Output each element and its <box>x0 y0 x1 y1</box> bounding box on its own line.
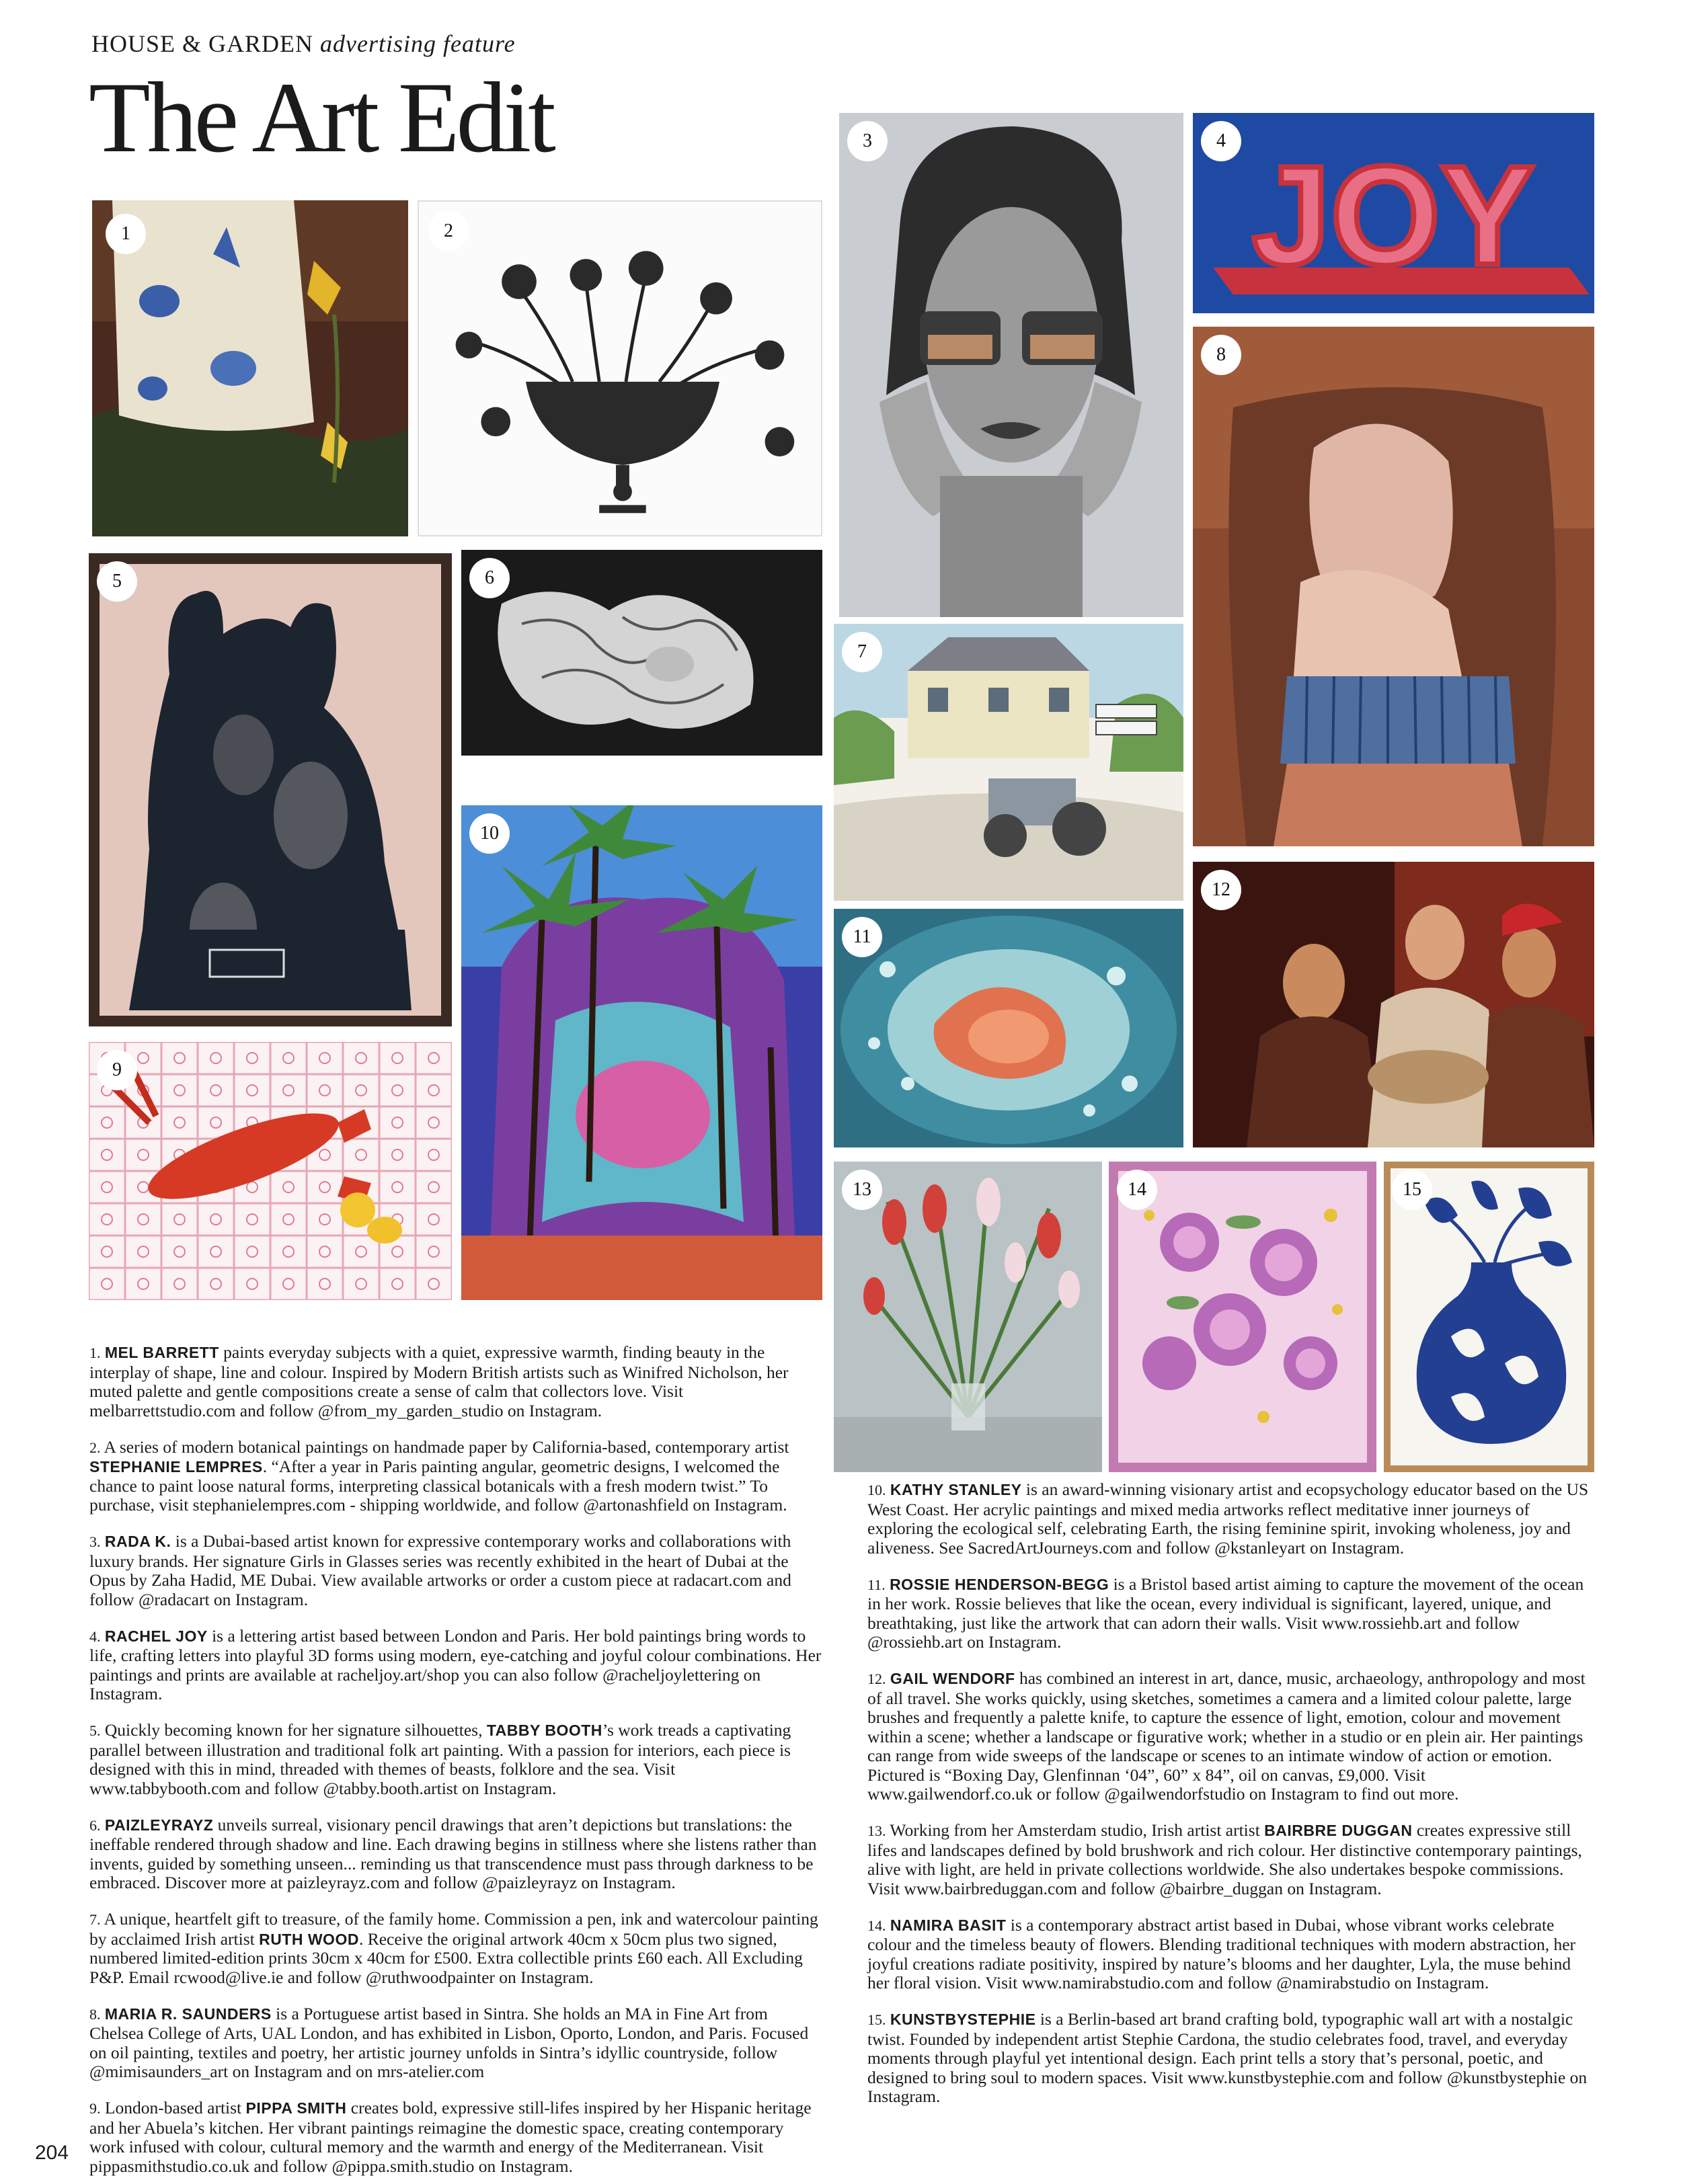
entry-number: 14. <box>867 1916 886 1934</box>
entry-text: paints everyday subjects with a quiet, expressive warmth, finding beauty in the interplay of shape, line and colour. Inspired by Modern British artists such as Winifred Nicholson, her muted palette and gentle compositions create a sense of calm that collectors love. Visit melbarrettstudio.com and follow @from_my_garden_studio on Instagram. <box>89 1342 789 1420</box>
entry-number: 15. <box>867 2011 886 2028</box>
entry-12 <box>867 1669 1594 1804</box>
entry-text: is a Dubai-based artist known for expressive contemporary works and collaborations with luxury brands. Her signature Girls in Glasses series was recently exhibited in the heart of Dubai at the Opus by Zaha Hadid, ME Dubai. View available artworks or order a custom piece at radacart.com and follow @radacart on Instagram. <box>89 1531 791 1609</box>
artwork-4-lettering: JOY <box>1251 136 1535 294</box>
entry-text: creates expressive still lifes and landscapes defined by bold brushwork and rich colour. Her distinctive contemporary paintings, alive with light, are held in private collections worldwide. She also undertakes bespoke commissions. Visit www.bairbreduggan.com and follow @bairbre_duggan on Instagram. <box>867 1820 1582 1898</box>
artwork-4 <box>1193 113 1594 313</box>
artwork-4-image <box>1193 113 1594 313</box>
entry-text: . Receive the original artwork 40cm x 50cm plus two signed, numbered limited-edition prints 30cm x 40cm for £500. Extra collectible prints £60 each. All Excluding P&P. Email rcwood@live.ie and follow @ruthwoodpainter on Instagram. <box>89 1929 803 1987</box>
masthead <box>91 30 516 58</box>
artwork-5 <box>89 553 452 1026</box>
entry-text: is a lettering artist based between London and Paris. Her bold paintings bring words to life, crafting letters into playful 3D forms using modern, eye-catching and joyful colour combinations. Her paintings and prints are available at racheljoy.art/shop you can also follow @racheljoylettering on Instagram. <box>89 1625 822 1703</box>
entry-number: 6. <box>89 1816 101 1834</box>
artwork-7-image <box>834 624 1183 901</box>
artist-name: ROSSIE HENDERSON-BEGG <box>890 1575 1109 1593</box>
artwork-12-image <box>1193 862 1594 1147</box>
artwork-number-badge: 9 <box>97 1050 137 1090</box>
entry-text: A series of modern botanical paintings on handmade paper by California-based, contemporary artist <box>104 1437 789 1457</box>
entry-5 <box>89 1721 822 1798</box>
artwork-number-badge: 7 <box>842 632 882 672</box>
entry-text: is a Portuguese artist based in Sintra. She holds an MA in Fine Art from Chelsea College of Arts, UAL London, and has exhibited in Lisbon, Oporto, London, and Paris. Focused on oil painting, textiles and poetry, her artistic journey unfolds in Sintra’s idyllic countryside, follow @mimisaunders_art on Instagram and on mrs-atelier.com <box>89 2003 809 2081</box>
entry-1 <box>89 1343 822 1420</box>
entry-text: is a Berlin-based art brand crafting bold, typographic wall art with a nostalgic twist. Founded by independent artist Stephie Cardona, the studio celebrates food, travel, and everyday moments through playful yet intentional design. Each print tells a story that’s personal, poetic, and designed to bring soul to modern spaces. Visit www.kunstbystephie.com and follow @kunstbystephie on Instagram. <box>867 2009 1588 2106</box>
artwork-1-image <box>92 200 408 536</box>
artist-name: MEL BARRETT <box>104 1344 219 1361</box>
entry-13 <box>867 1821 1594 1898</box>
artist-name: RUTH WOOD <box>259 1930 359 1948</box>
artwork-number-badge: 1 <box>106 214 146 254</box>
artwork-11-image <box>834 909 1183 1147</box>
entry-number: 11. <box>867 1576 886 1593</box>
artwork-10 <box>461 805 822 1300</box>
entry-number: 9. <box>89 2100 101 2117</box>
entries-right-column <box>867 1480 1594 2115</box>
artwork-number-badge: 14 <box>1117 1170 1157 1210</box>
artwork-13-image <box>834 1162 1102 1472</box>
artwork-1 <box>92 200 408 536</box>
artwork-14-image <box>1109 1162 1376 1472</box>
entry-text: . “After a year in Paris painting angular, geometric designs, I welcomed the chance to paint loose natural forms, interpreting classical botanicals with a fresh modern twist.” To purchase, visit stephanielempres.com - shipping worldwide, and follow @artonashfield on Instagram. <box>89 1457 787 1514</box>
entry-4 <box>89 1627 822 1704</box>
artwork-number-badge: 2 <box>428 211 469 251</box>
entry-8 <box>89 2005 822 2082</box>
entry-text: has combined an interest in art, dance, music, archaeology, anthropology and most of all travel. She works quickly, using sketches, sometimes a camera and a limited colour palette, large brushes and frequently a palette knife, to capture the essence of light, emotion, colour and movement within a scene; whether a landscape or figurative work; whether in a studio or en plein air. Her paintings can range from wide sweeps of the landscape or scenes to an intimate window of action or emotion. Pictured is “Boxing Day, Glenfinnan ‘04”, 60” x 84”, oil on canvas, £9,000. Visit www.gailwendorf.co.uk or follow @gailwendorfstudio on Instagram to find out more. <box>867 1668 1586 1804</box>
entry-number: 5. <box>89 1722 101 1739</box>
entry-text: is a Bristol based artist aiming to capture the movement of the ocean in her work. Rossie believes that like the ocean, every individual is significant, layered, unique, and breathtaking, just like the artwork that can adorn their walls. Visit www.rossiehb.art and follow @rossiehb.art on Instagram. <box>867 1574 1584 1652</box>
entry-number: 3. <box>89 1533 101 1550</box>
artwork-number-badge: 3 <box>847 121 888 161</box>
artist-name: PAIZLEYRAYZ <box>104 1816 214 1834</box>
artwork-11 <box>834 909 1183 1147</box>
entry-15 <box>867 2010 1594 2107</box>
artist-name: MARIA R. SAUNDERS <box>104 2005 272 2023</box>
entry-text: creates bold, expressive still-lifes inspired by her Hispanic heritage and her Abuela’s kitchen. Her vibrant paintings reimagine the domestic space, creating contemporary work infused with colour, cultural memory and the warmth and energy of the Mediterranean. Visit pippasmithstudio.co.uk and follow @pippa.smith.studio on Instagram. <box>89 2098 812 2176</box>
page-title: The Art Edit <box>89 62 553 173</box>
artwork-13 <box>834 1162 1102 1472</box>
publication-name: HOUSE & GARDEN <box>91 30 314 57</box>
entry-text: is a contemporary abstract artist based in Dubai, whose vibrant works celebrate colour and the timeless beauty of flowers. Blending traditional techniques with modern abstraction, her joyful creations radiate positivity, inspired by nature’s blooms and her daughter, Lyla, the muse behind her floral vision. Visit www.namirabstudio.com and follow @namirabstudio on Instagram. <box>867 1914 1576 1992</box>
entry-10 <box>867 1480 1594 1558</box>
entry-number: 1. <box>89 1344 101 1361</box>
entry-text: Quickly becoming known for her signature silhouettes, <box>104 1720 487 1740</box>
entry-9 <box>89 2099 822 2176</box>
artist-name: PIPPA SMITH <box>245 2099 347 2117</box>
artwork-number-badge: 15 <box>1392 1170 1432 1210</box>
entry-number: 12. <box>867 1670 886 1687</box>
artwork-number-badge: 8 <box>1201 335 1241 375</box>
entry-number: 13. <box>867 1822 886 1839</box>
page-number: 204 <box>35 2142 69 2164</box>
entry-6 <box>89 1816 822 1893</box>
entry-text: unveils surreal, visionary pencil drawings that aren’t depictions but translations: the ineffable rendered through shadow and line. Each drawing begins in stillness where she listens rather than invents, guided by something unseen... reminding us that transcendence must pass through darkness to be embraced. Discover more at paizleyrayz.com and follow @paizleyrayz on Instagram. <box>89 1814 817 1892</box>
artwork-number-badge: 10 <box>469 813 510 854</box>
artwork-2-image <box>419 202 821 535</box>
entries-left-column <box>89 1343 822 2184</box>
entry-text: ’s work treads a captivating parallel between illustration and traditional folk art painting. With a passion for interiors, each piece is designed with this in mind, threaded with themes of beasts, folklore and the sea. Visit www.tabbybooth.com and follow @tabby.booth.artist on Instagram. <box>89 1720 791 1798</box>
artwork-7 <box>834 624 1183 901</box>
artwork-9 <box>89 1042 452 1300</box>
artist-name: TABBY BOOTH <box>486 1722 602 1739</box>
artwork-9-image <box>89 1042 452 1300</box>
entry-text: is an award-winning visionary artist and ecopsychology educator based on the US West Coast. Her acrylic paintings and mixed media artworks reflect meditative inner journeys of exploring the ecological self, celebrating Earth, the rising feminine spirit, invoking wholeness, joy and aliveness. See SacredArtJourneys.com and follow @kstanleyart on Instagram. <box>867 1480 1589 1558</box>
entry-11 <box>867 1575 1594 1652</box>
artist-name: KUNSTBYSTEPHIE <box>890 2011 1036 2028</box>
artist-name: RACHEL JOY <box>104 1627 208 1645</box>
artwork-number-badge: 11 <box>842 917 882 957</box>
entry-number: 2. <box>89 1439 101 1456</box>
artist-name: NAMIRA BASIT <box>890 1916 1007 1934</box>
entry-text: A unique, heartfelt gift to treasure, of the family home. Commission a pen, ink and watercolour painting by acclaimed Irish artist <box>89 1909 818 1949</box>
entry-number: 4. <box>89 1627 101 1645</box>
artwork-8-image <box>1193 327 1594 846</box>
artwork-number-badge: 12 <box>1201 870 1241 910</box>
entry-text: Working from her Amsterdam studio, Irish artist artist <box>890 1820 1265 1840</box>
entry-7 <box>89 1910 822 1987</box>
artwork-8 <box>1193 327 1594 846</box>
artwork-5-image <box>89 553 452 1026</box>
artwork-number-badge: 5 <box>97 561 137 602</box>
artwork-3-image <box>839 113 1183 617</box>
entry-number: 10. <box>867 1482 886 1498</box>
entry-3 <box>89 1532 822 1609</box>
entry-14 <box>867 1916 1594 1993</box>
artwork-12 <box>1193 862 1594 1147</box>
entry-number: 8. <box>89 2005 101 2023</box>
entry-number: 7. <box>89 1911 101 1928</box>
artwork-10-image <box>461 805 822 1300</box>
artist-name: STEPHANIE LEMPRES <box>89 1458 263 1475</box>
artwork-2 <box>418 200 822 536</box>
entry-text: London-based artist <box>104 2098 246 2117</box>
artwork-number-badge: 4 <box>1201 121 1241 161</box>
artwork-6 <box>461 550 822 756</box>
artwork-14 <box>1109 1162 1376 1472</box>
artwork-number-badge: 6 <box>469 558 510 598</box>
artwork-6-image <box>461 550 822 756</box>
artwork-15 <box>1384 1162 1594 1472</box>
entry-2 <box>89 1438 822 1515</box>
feature-label: advertising feature <box>320 30 516 57</box>
artist-name: GAIL WENDORF <box>890 1670 1015 1687</box>
artist-name: BAIRBRE DUGGAN <box>1264 1822 1413 1839</box>
artist-name: RADA K. <box>104 1533 171 1550</box>
artwork-number-badge: 13 <box>842 1170 882 1210</box>
artist-name: KATHY STANLEY <box>890 1481 1022 1498</box>
artwork-3 <box>839 113 1183 617</box>
